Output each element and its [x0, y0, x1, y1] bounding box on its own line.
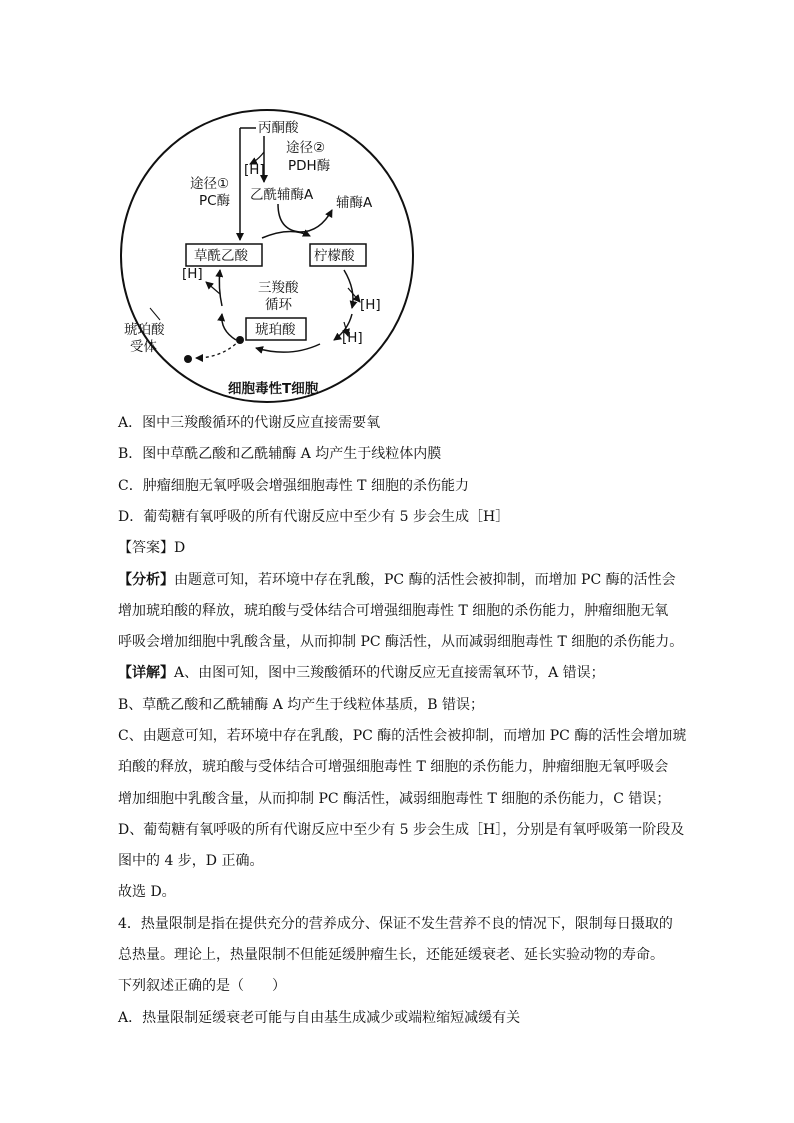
receptor-pointer — [150, 308, 160, 320]
succinate-label: 琥珀酸 — [255, 322, 296, 338]
cell-label: 细胞毒性T细胞 — [228, 381, 319, 397]
receptor-label-1: 琥珀酸 — [124, 322, 165, 338]
acetyl-curve — [278, 204, 300, 232]
oxalo-to-citrate-arrow — [262, 231, 310, 238]
analysis-line-1 — [118, 570, 676, 590]
cycle-left-1 — [222, 314, 236, 340]
detail-conclusion: 故选 D。 — [118, 884, 176, 900]
pc-label: PC酶 — [199, 193, 231, 209]
q4-line-3: 下列叙述正确的是（ ） — [118, 978, 286, 994]
cycle-left-2 — [219, 270, 222, 306]
option-c: C．肿瘤细胞无氧呼吸会增强细胞毒性 T 细胞的杀伤能力 — [118, 478, 469, 494]
h-top-label: [H] — [244, 162, 265, 178]
cell-circle — [121, 110, 413, 402]
succinate-release-line — [196, 340, 240, 358]
answer-line — [118, 538, 185, 558]
analysis-label: 【分析】 — [118, 572, 174, 588]
tca-cycle-diagram — [110, 108, 430, 408]
answer-label: 【答案】 — [118, 540, 174, 556]
h-right-1-arrow — [348, 288, 360, 302]
h-left-arrow — [206, 282, 220, 294]
route1-label: 途径① — [190, 176, 230, 192]
q4-option-a: A．热量限制延缓衰老可能与自由基生成减少或端粒缩短减缓有关 — [118, 1010, 521, 1026]
detail-text-a: A、由图可知，图中三羧酸循环的代谢反应无直接需氧环节，A 错误； — [174, 665, 605, 681]
q4-line-1: 4．热量限制是指在提供充分的营养成分、保证不发生营养不良的情况下，限制每日摄取的 — [118, 916, 673, 932]
option-a: A．图中三羧酸循环的代谢反应直接需要氧 — [118, 415, 381, 431]
oxaloacetate-label: 草酰乙酸 — [194, 248, 248, 264]
q4-line-2: 总热量。理论上，热量限制不但能延缓肿瘤生长，还能延缓衰老、延长实验动物的寿命。 — [118, 947, 664, 963]
citrate-label: 柠檬酸 — [314, 248, 355, 264]
detail-line-d1: D、葡萄糖有氧呼吸的所有代谢反应中至少有 5 步会生成［H］，分别是有氧呼吸第一阶段及 — [118, 822, 685, 838]
acetyl-coa-label: 乙酰辅酶A — [250, 187, 314, 203]
h-right-1-label: [H] — [360, 297, 381, 313]
option-d: D．葡萄糖有氧呼吸的所有代谢反应中至少有 5 步会生成［H］ — [118, 509, 510, 525]
option-b: B．图中草酰乙酸和乙酰辅酶 A 均产生于线粒体内膜 — [118, 446, 442, 462]
coa-label: 辅酶A — [336, 195, 373, 211]
detail-line-a — [118, 663, 605, 683]
detail-line-c1: C、由题意可知，若环境中存在乳酸，PC 酶的活性会被抑制，而增加 PC 酶的活性会增加琥 — [118, 728, 687, 744]
h-right-2-label: [H] — [342, 330, 363, 346]
detail-line-c3: 增加细胞中乳酸含量，从而抑制 PC 酶活性，减弱细胞毒性 T 细胞的杀伤能力，C 错误； — [118, 791, 671, 807]
receptor-label-2: 受体 — [130, 339, 157, 355]
route2-label: 途径② — [286, 140, 326, 156]
analysis-text-1: 由题意可知，若环境中存在乳酸，PC 酶的活性会被抑制，而增加 PC 酶的活性会 — [174, 572, 676, 588]
cycle-label-2: 循环 — [265, 297, 292, 313]
h-left-label: [H] — [182, 266, 203, 282]
cycle-bottom — [256, 344, 320, 352]
analysis-line-2: 增加琥珀酸的释放，琥珀酸与受体结合可增强细胞毒性 T 细胞的杀伤能力，肿瘤细胞无氧 — [118, 603, 669, 619]
pyruvate-label: 丙酮酸 — [258, 120, 299, 136]
pdh-label: PDH酶 — [288, 158, 331, 174]
receptor-dot — [184, 355, 192, 363]
answer-value: D — [174, 540, 186, 556]
cycle-label-1: 三羧酸 — [258, 280, 299, 296]
detail-line-c2: 珀酸的释放，琥珀酸与受体结合可增强细胞毒性 T 细胞的杀伤能力，肿瘤细胞无氧呼吸会 — [118, 759, 669, 775]
detail-label: 【详解】 — [118, 665, 174, 681]
coa-release-arrow — [300, 210, 332, 232]
detail-line-b: B、草酰乙酸和乙酰辅酶 A 均产生于线粒体基质，B 错误； — [118, 697, 485, 713]
analysis-line-3: 呼吸会增加细胞中乳酸含量，从而抑制 PC 酶活性，从而减弱细胞毒性 T 细胞的杀伤能力。 — [118, 634, 684, 650]
detail-line-d2: 图中的 4 步，D 正确。 — [118, 853, 264, 869]
